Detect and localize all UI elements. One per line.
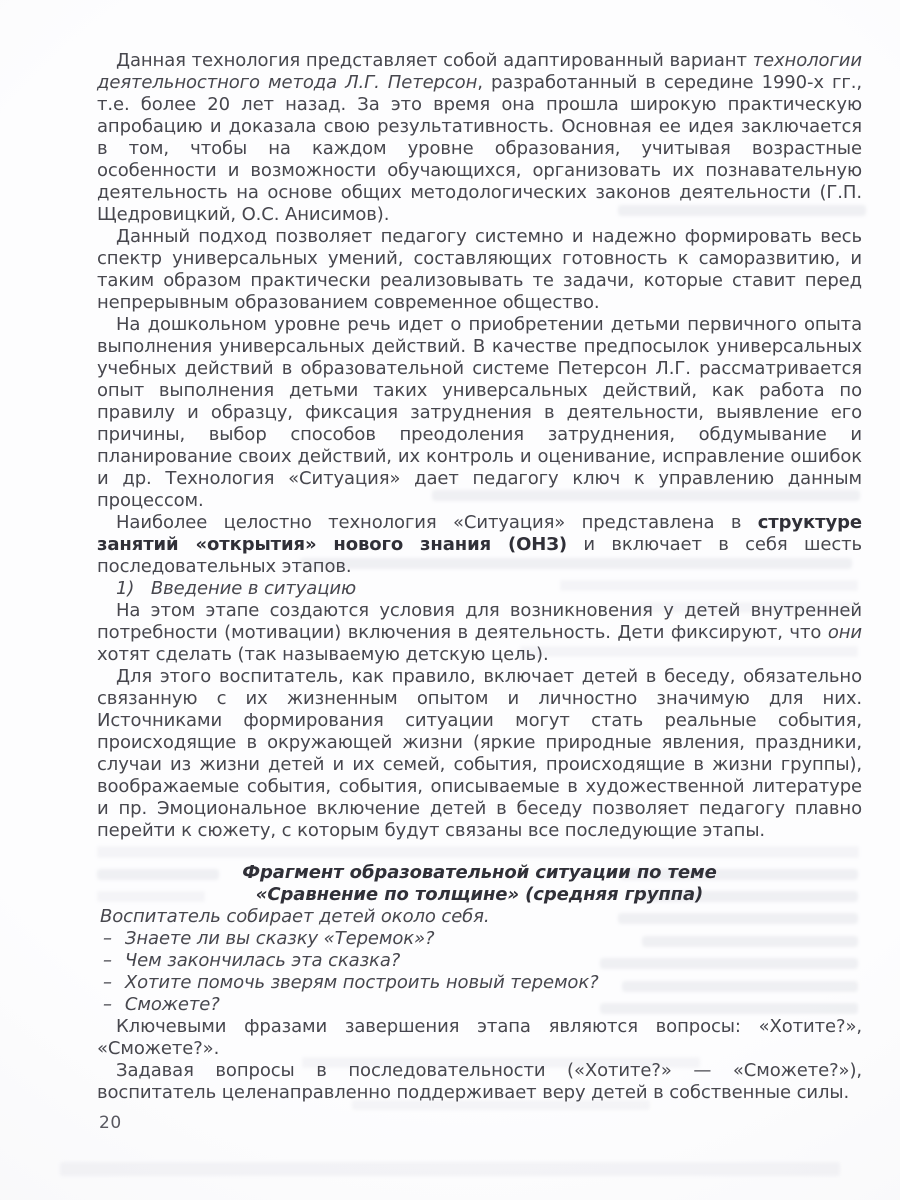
- page-text-column: [97, 50, 862, 1104]
- dialogue-line: [97, 972, 862, 994]
- page-number: 20: [99, 1113, 122, 1133]
- paragraph-stage-description: На этом этапе создаются условия для возникновения у детей внутренней потребности (мотивации) включения в деятельность. Дети фиксируют, что они хотят сделать (так называемую детскую цель).: [97, 600, 862, 665]
- bleed-through-artifact: [60, 1162, 840, 1176]
- stage-item-title: Введение в ситуацию: [150, 578, 357, 599]
- dialogue-text: Знаете ли вы сказку «Теремок»?: [124, 928, 435, 949]
- fragment-narration: Воспитатель собирает детей около себя.: [100, 906, 490, 927]
- fragment-heading: [97, 862, 862, 906]
- stage-item-number: 1): [116, 578, 135, 599]
- dialogue-text: Сможете?: [124, 994, 220, 1015]
- stage-item-introduction: [97, 578, 862, 600]
- paragraph-preschool-level: На дошкольном уровне речь идет о приобретении детьми первичного опыта выполнения универсальных действий. В качестве предпосылок универсальных учебных действий в образовательной системе Петерсон Л.Г. рассматривается опыт выполнения детьми таких универсальных действий, как работа по правилу и образцу, фиксация затруднения в деятельности, выявление его причины, выбор способов преодоления затруднения, обдумывание и планирование своих действий, их контроль и оценивание, исправление ошибок и др. Технология «Ситуация» дает педагогу ключ к управлению данным процессом.: [97, 314, 862, 511]
- dialogue-line: [97, 950, 862, 972]
- paragraph-key-phrases: Ключевыми фразами завершения этапа являются вопросы: «Хотите?», «Сможете?».: [97, 1016, 862, 1059]
- dialogue-dash: –: [103, 950, 112, 971]
- dialogue-text: Чем закончилась эта сказка?: [124, 950, 401, 971]
- dialogue-line: [97, 928, 862, 950]
- dialogue-dash: –: [103, 972, 112, 993]
- dialogue-text: Хотите помочь зверям построить новый теремок?: [124, 972, 599, 993]
- dialogue-line: [97, 994, 862, 1016]
- paragraph-question-sequence: Задавая вопросы в последовательности («Хотите?» — «Сможете?»), воспитатель целенаправленно поддерживает веру детей в собственные силы.: [97, 1060, 862, 1103]
- paragraph-technology-intro: Данная технология представляет собой адаптированный вариант технологии деятельностного метода Л.Г. Петерсон, разработанный в середине 1990-х гг., т.е. более 20 лет назад. За это время она прошла широкую практическую апробацию и доказала свою результативность. Основная ее идея заключается в том, чтобы на каждом уровне образования, учитывая возрастные особенности и возможности обучающихся, организовать их познавательную деятельность на основе общих методологических законов деятельности (Г.П. Щедровицкий, О.С. Анисимов).: [97, 50, 862, 225]
- paragraph-conversation-sources: Для этого воспитатель, как правило, включает детей в беседу, обязательно связанную с их жизненным опытом и личностно значимую для них. Источниками формирования ситуации могут стать реальные события, происходящие в окружающей жизни (яркие природные явления, праздники, случаи из жизни детей и их семей, события, происходящие в жизни группы), воображаемые события, события, описываемые в художественной литературе и пр. Эмоциональное включение детей в беседу позволяет педагогу плавно перейти к сюжету, с которым будут связаны все последующие этапы.: [97, 666, 862, 841]
- dialogue-dash: –: [103, 928, 112, 949]
- dialogue-dash: –: [103, 994, 112, 1015]
- fragment-heading-line2: «Сравнение по толщине» (средняя группа): [255, 884, 704, 905]
- paragraph-approach-benefits: Данный подход позволяет педагогу системно и надежно формировать весь спектр универсальных умений, составляющих готовность к саморазвитию, и таким образом практически реализовывать те задачи, которые ставит перед непрерывным образованием современное общество.: [97, 226, 862, 313]
- paragraph-onz-structure: Наиболее целостно технология «Ситуация» представлена в структуре занятий «открытия» нового знания (ОНЗ) и включает в себя шесть последовательных этапов.: [97, 512, 863, 577]
- fragment-heading-line1: Фрагмент образовательной ситуации по теме: [242, 862, 717, 883]
